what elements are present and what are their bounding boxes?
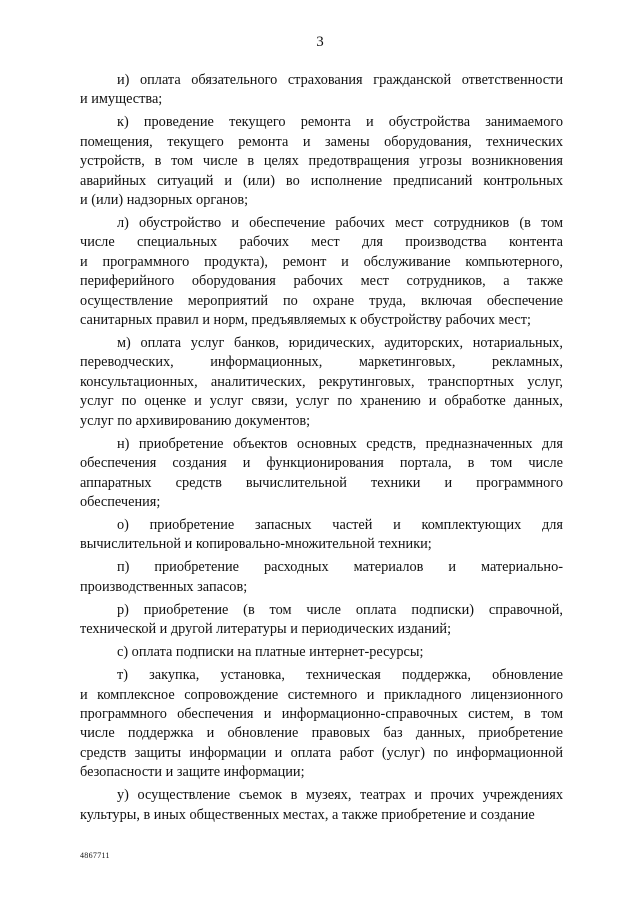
- text-line: устройств, в том числе в целях предотвращения угрозы возникновения: [80, 153, 563, 170]
- text-line: услуг по оценке и услуг связи, услуг по хранению и обработке данных,: [80, 393, 563, 410]
- text-line: у) осуществление съемок в музеях, театрах и прочих учреждениях: [117, 787, 563, 804]
- text-line: аппаратных средств вычислительной техники и программного: [80, 474, 563, 491]
- document-body: [80, 71, 563, 829]
- text-line: консультационных, аналитических, рекрутинговых, транспортных услуг,: [80, 373, 563, 390]
- paragraph: [80, 516, 563, 555]
- text-line: и имущества;: [80, 91, 163, 108]
- text-line: л) обустройство и обеспечение рабочих мест сотрудников (в том: [117, 215, 563, 232]
- paragraph: [80, 334, 563, 431]
- text-line: культуры, в иных общественных местах, а также приобретение и создание: [80, 806, 535, 823]
- text-line: числе специальных рабочих мест для производства контента: [80, 234, 563, 251]
- paragraph: [80, 113, 563, 210]
- text-line: аварийных ситуаций и (или) во исполнение предписаний контрольных: [80, 172, 563, 189]
- text-line: и комплексное сопровождение системного и прикладного лицензионного: [80, 686, 563, 703]
- text-line: средств защиты информации и оплата работ (услуг) по информационной: [80, 744, 563, 761]
- paragraph: [80, 601, 563, 640]
- text-line: т) закупка, установка, техническая поддержка, обновление: [117, 667, 563, 684]
- text-line: осуществление мероприятий по охране труда, включая обеспечение: [80, 292, 563, 309]
- text-line: санитарных правил и норм, предъявляемых к обустройству рабочих мест;: [80, 312, 531, 329]
- text-line: программного обеспечения и информационно-справочных систем, в том: [80, 705, 563, 722]
- text-line: обеспечения создания и функционирования портала, в том числе: [80, 455, 563, 472]
- paragraph: [80, 666, 563, 782]
- text-line: к) проведение текущего ремонта и обустройства занимаемого: [117, 114, 563, 131]
- text-line: числе поддержка и обновление правовых баз данных, приобретение: [80, 725, 563, 742]
- text-line: о) приобретение запасных частей и комплектующих для: [117, 516, 563, 533]
- page-number: 3: [316, 34, 324, 50]
- document-footer-code: 4867711: [80, 851, 110, 860]
- text-line: технической и другой литературы и периодических изданий;: [80, 621, 452, 638]
- text-line: р) приобретение (в том числе оплата подписки) справочной,: [117, 601, 563, 618]
- paragraph: [80, 71, 563, 110]
- paragraph: [80, 558, 563, 597]
- text-line: обеспечения;: [80, 493, 161, 510]
- text-line: и программного продукта), ремонт и обслуживание компьютерного,: [80, 253, 563, 270]
- text-line: производственных запасов;: [80, 578, 248, 595]
- text-line: и (или) надзорных органов;: [80, 192, 249, 209]
- paragraph: [80, 435, 563, 513]
- paragraph: [80, 786, 563, 825]
- text-line: помещения, текущего ремонта и замены оборудования, технических: [80, 133, 563, 150]
- text-line: н) приобретение объектов основных средств, предназначенных для: [117, 435, 563, 452]
- text-line: периферийного оборудования рабочих мест сотрудников, а также: [80, 273, 563, 290]
- text-line: п) приобретение расходных материалов и материально-: [117, 559, 563, 576]
- text-line: безопасности и защите информации;: [80, 764, 305, 781]
- text-line: м) оплата услуг банков, юридических, аудиторских, нотариальных,: [117, 335, 563, 352]
- text-line: с) оплата подписки на платные интернет-ресурсы;: [117, 644, 424, 661]
- text-line: переводческих, информационных, маркетинговых, рекламных,: [80, 354, 563, 371]
- paragraph: [80, 214, 563, 330]
- text-line: и) оплата обязательного страхования гражданской ответственности: [117, 72, 563, 88]
- text-line: вычислительной и копировально-множительной техники;: [80, 536, 432, 553]
- text-line: услуг по архивированию документов;: [80, 412, 311, 429]
- paragraph: [80, 643, 563, 662]
